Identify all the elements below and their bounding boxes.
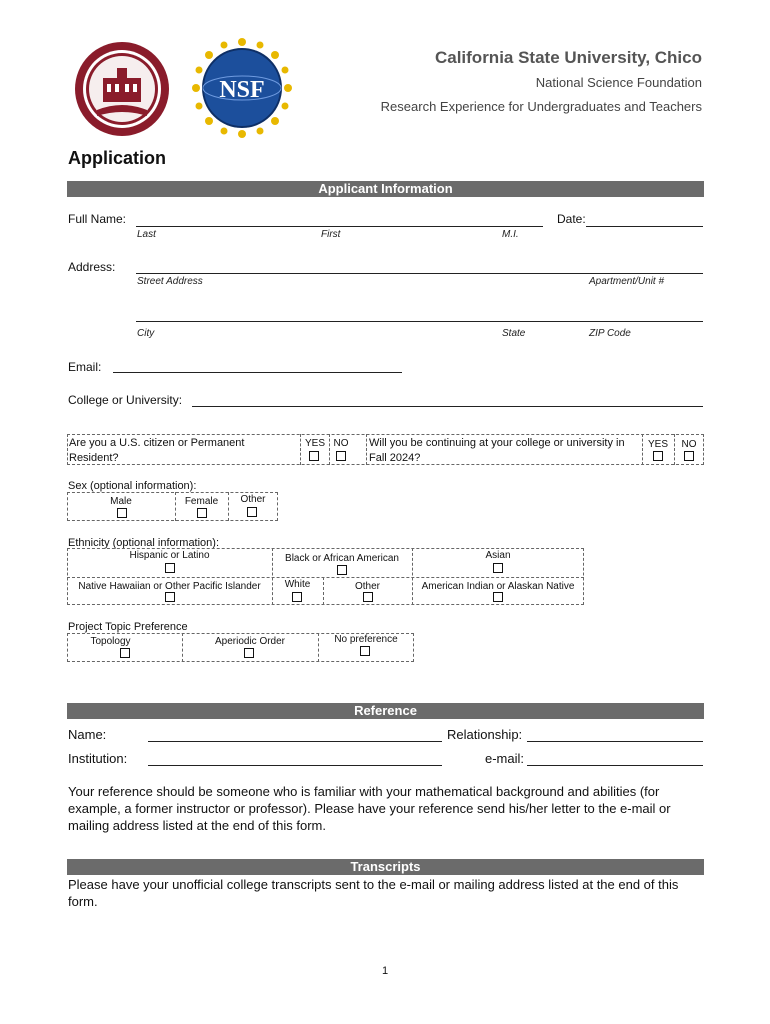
address-label: Address: [68,260,116,274]
ethnicity-label: Ethnicity (optional information): [68,537,220,549]
nsf-logo [192,38,292,138]
topic-aperiodic-label: Aperiodic Order [214,636,286,647]
ethnicity-asian-label: Asian [485,550,511,561]
first-name-caption: First [321,229,341,240]
reference-name-label: Name: [68,727,107,742]
email-label: Email: [68,360,102,374]
reference-name-field[interactable] [148,741,442,742]
transcripts-heading: Transcripts [67,859,704,875]
csu-chico-seal-logo [73,40,171,138]
page-title: Application [68,148,166,168]
transcripts-note: Please have your unofficial college transcripts sent to the e-mail or mailing address listed at the end of this form. [68,877,679,909]
topic-topology-checkbox[interactable] [120,648,130,658]
continuing-yes-checkbox[interactable] [653,451,663,461]
street-address-caption: Street Address [137,276,203,287]
ethnicity-american-indian-label: American Indian or Alaskan Native [421,581,575,592]
zip-caption: ZIP Code [589,328,631,339]
email-field[interactable] [113,372,402,373]
ethnicity-asian-checkbox[interactable] [493,563,503,573]
full-name-field[interactable] [136,226,543,227]
continuing-question: Will you be continuing at your college or university in Fall 2024? [369,437,625,464]
program-name: Research Experience for Undergraduates and Teachers [380,99,702,114]
page-number: 1 [381,965,389,977]
sex-male-label: Male [110,496,132,507]
apartment-caption: Apartment/Unit # [589,276,665,287]
topic-topology-label: Topology [90,636,131,647]
ethnicity-pacific-islander-checkbox[interactable] [165,592,175,602]
college-field[interactable] [192,406,703,407]
city-state-zip-field[interactable] [136,321,703,322]
full-name-label: Full Name: [68,212,127,226]
reference-email-field[interactable] [527,765,703,766]
state-caption: State [502,328,526,339]
citizen-yes-checkbox[interactable] [309,451,319,461]
citizen-yes-label: YES [304,438,325,449]
last-name-caption: Last [137,229,156,240]
city-caption: City [137,328,155,339]
topic-label: Project Topic Preference [68,621,188,633]
ethnicity-white-label: White [284,579,311,590]
ethnicity-hispanic-checkbox[interactable] [165,563,175,573]
citizenship-question: Are you a U.S. citizen or Permanent Resident? [69,437,245,464]
university-name: California State University, Chico [434,48,702,67]
continuing-no-label: NO [681,439,697,450]
institution-label: Institution: [68,751,128,766]
sex-other-checkbox[interactable] [247,507,257,517]
sex-label: Sex (optional information): [68,480,197,492]
sex-female-checkbox[interactable] [197,508,207,518]
continuing-yes-label: YES [647,439,668,450]
topic-no-preference-checkbox[interactable] [360,646,370,656]
ethnicity-hispanic-label: Hispanic or Latino [129,550,210,561]
sex-male-checkbox[interactable] [117,508,127,518]
foundation-name: National Science Foundation [535,75,702,90]
college-label: College or University: [68,393,183,407]
ethnicity-black-label: Black or African American [285,553,399,564]
ethnicity-white-checkbox[interactable] [292,592,302,602]
ethnicity-other-label: Other [354,581,380,592]
sex-female-label: Female [184,496,219,507]
ethnicity-pacific-islander-label: Native Hawaiian or Other Pacific Islander [78,581,261,592]
ethnicity-black-checkbox[interactable] [337,565,347,575]
citizen-no-checkbox[interactable] [336,451,346,461]
reference-heading: Reference [67,703,704,719]
sex-other-label: Other [240,494,266,505]
applicant-info-heading: Applicant Information [67,181,704,197]
ethnicity-american-indian-checkbox[interactable] [493,592,503,602]
middle-initial-caption: M.I. [502,229,519,240]
continuing-no-checkbox[interactable] [684,451,694,461]
ethnicity-other-checkbox[interactable] [363,592,373,602]
citizen-no-label: NO [333,438,349,449]
nsf-logo-text: NSF [219,77,265,103]
relationship-field[interactable] [527,741,703,742]
date-field[interactable] [586,226,703,227]
reference-email-label: e-mail: [485,751,525,766]
street-address-field[interactable] [136,273,703,274]
date-label: Date: [557,212,586,226]
reference-note: Your reference should be someone who is familiar with your mathematical background and abilities (for example, a former instructor or professor). Please have your reference send his/her letter to the e-mail or mailing address listed at the end of this form. [68,784,671,833]
topic-aperiodic-checkbox[interactable] [244,648,254,658]
institution-field[interactable] [148,765,442,766]
relationship-label: Relationship: [447,727,523,742]
topic-no-preference-label: No preference [334,634,398,645]
